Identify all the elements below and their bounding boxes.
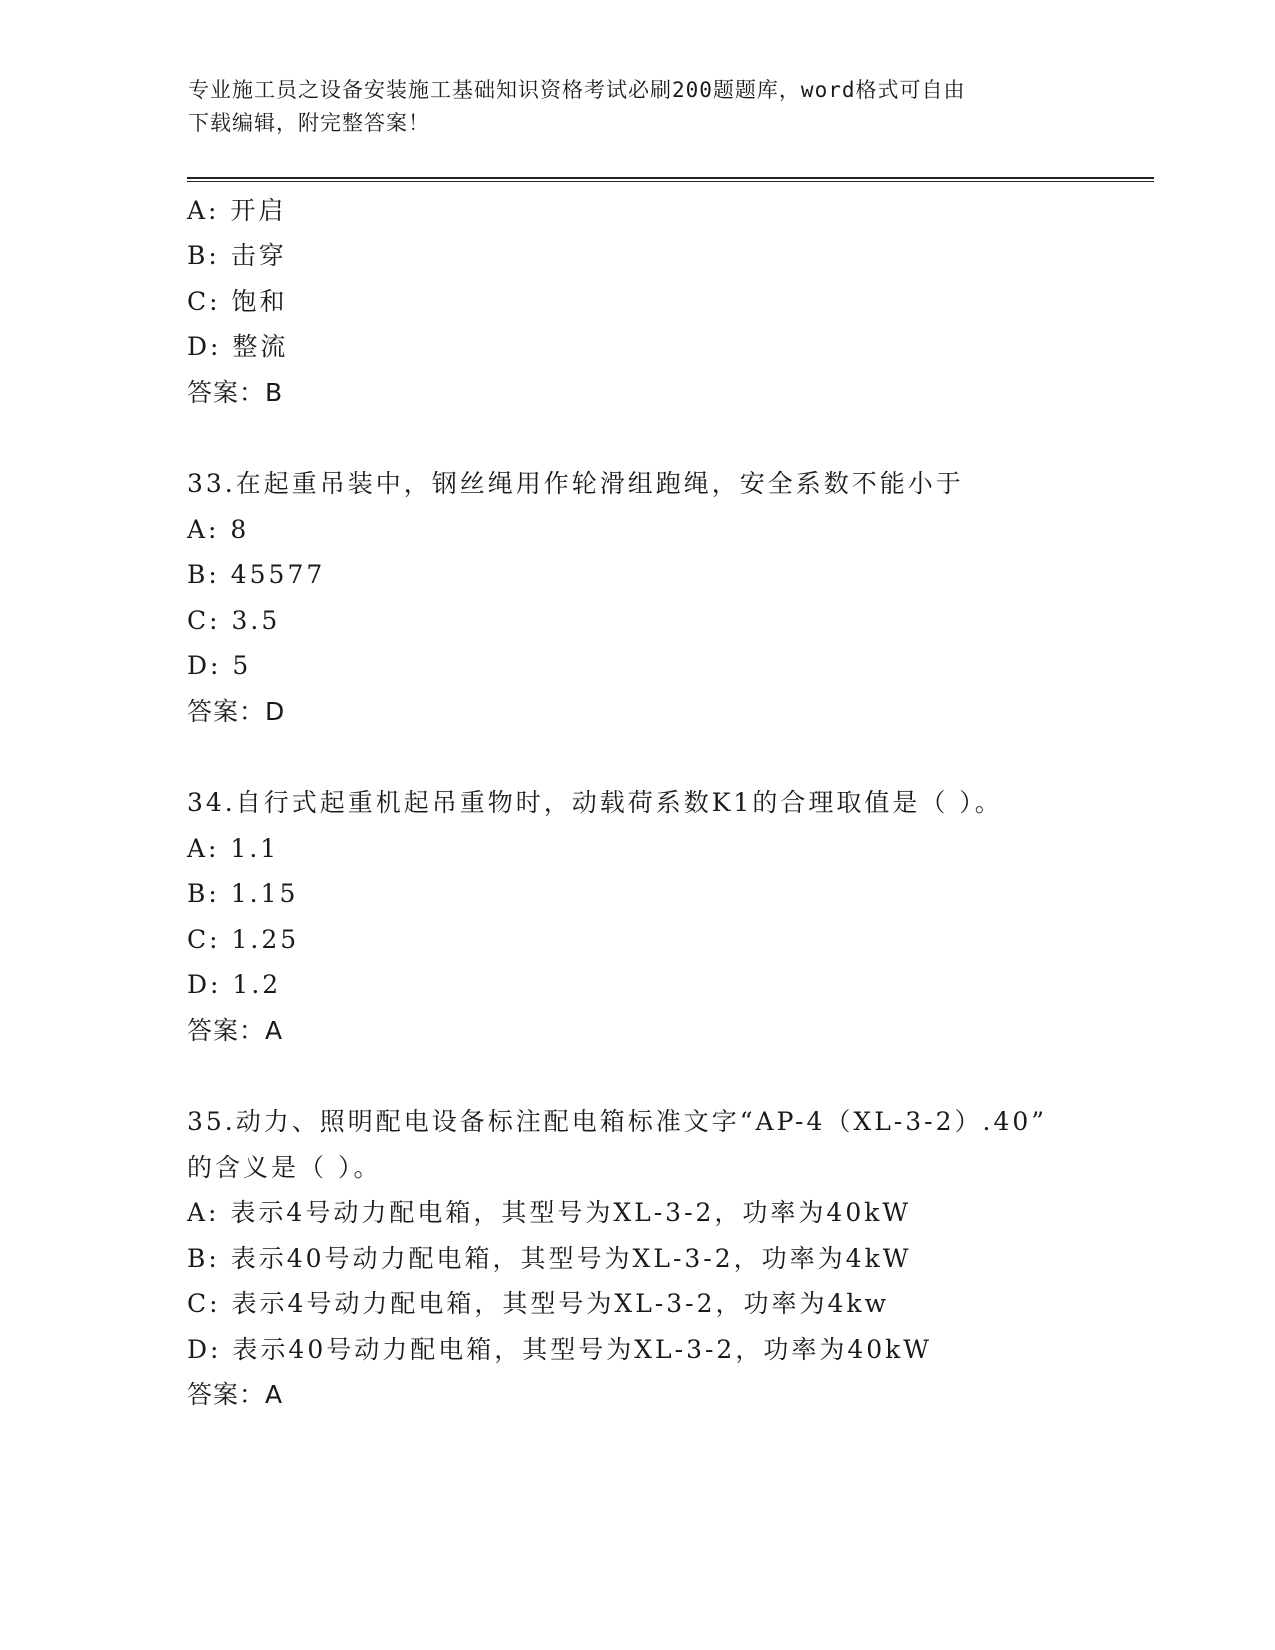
q35-option-d: D: 表示40号动力配电箱，其型号为XL-3-2，功率为40kW (187, 1335, 932, 1364)
q33-question: 33.在起重吊装中，钢丝绳用作轮滑组跑绳，安全系数不能小于 (187, 469, 964, 498)
q33-option-d: D: 5 (187, 651, 252, 680)
q32-option-a: A: 开启 (187, 196, 287, 225)
header-line-1: 专业施工员之设备安装施工基础知识资格考试必刷200题题库，word格式可自由 (188, 78, 966, 102)
q35-question-line-1: 35.动力、照明配电设备标注配电箱标准文字“AP-4（XL-3-2）.40” (187, 1107, 1048, 1136)
q34-question: 34.自行式起重机起吊重物时，动载荷系数K1的合理取值是（ ）。 (187, 788, 1003, 817)
q34-answer: 答案：A (187, 1016, 284, 1045)
q32-option-d: D: 整流 (187, 332, 289, 361)
q32-option-c: C: 饱和 (187, 287, 288, 316)
q35-question-line-2: 的含义是（ ）。 (187, 1153, 382, 1182)
document-header (188, 74, 1088, 140)
q34-option-d: D: 1.2 (187, 970, 282, 999)
q34-option-b: B: 1.15 (187, 879, 299, 908)
q33-option-a: A: 8 (187, 515, 250, 544)
q35-option-c: C: 表示4号动力配电箱，其型号为XL-3-2，功率为4kw (187, 1289, 889, 1318)
q35-answer: 答案：A (187, 1380, 284, 1409)
header-line-2: 下载编辑，附完整答案！ (188, 111, 430, 135)
q33-option-c: C: 3.5 (187, 606, 281, 635)
q34-option-a: A: 1.1 (187, 834, 280, 863)
header-divider-thick (187, 177, 1154, 179)
q35-option-a: A: 表示4号动力配电箱，其型号为XL-3-2，功率为40kW (187, 1198, 912, 1227)
q32-answer: 答案：B (187, 378, 284, 407)
header-divider-thin (187, 181, 1154, 182)
q33-answer: 答案：D (187, 697, 286, 726)
q34-option-c: C: 1.25 (187, 925, 300, 954)
q32-option-b: B: 击穿 (187, 241, 287, 270)
q35-option-b: B: 表示40号动力配电箱，其型号为XL-3-2，功率为4kW (187, 1244, 912, 1273)
q33-option-b: B: 45577 (187, 560, 326, 589)
